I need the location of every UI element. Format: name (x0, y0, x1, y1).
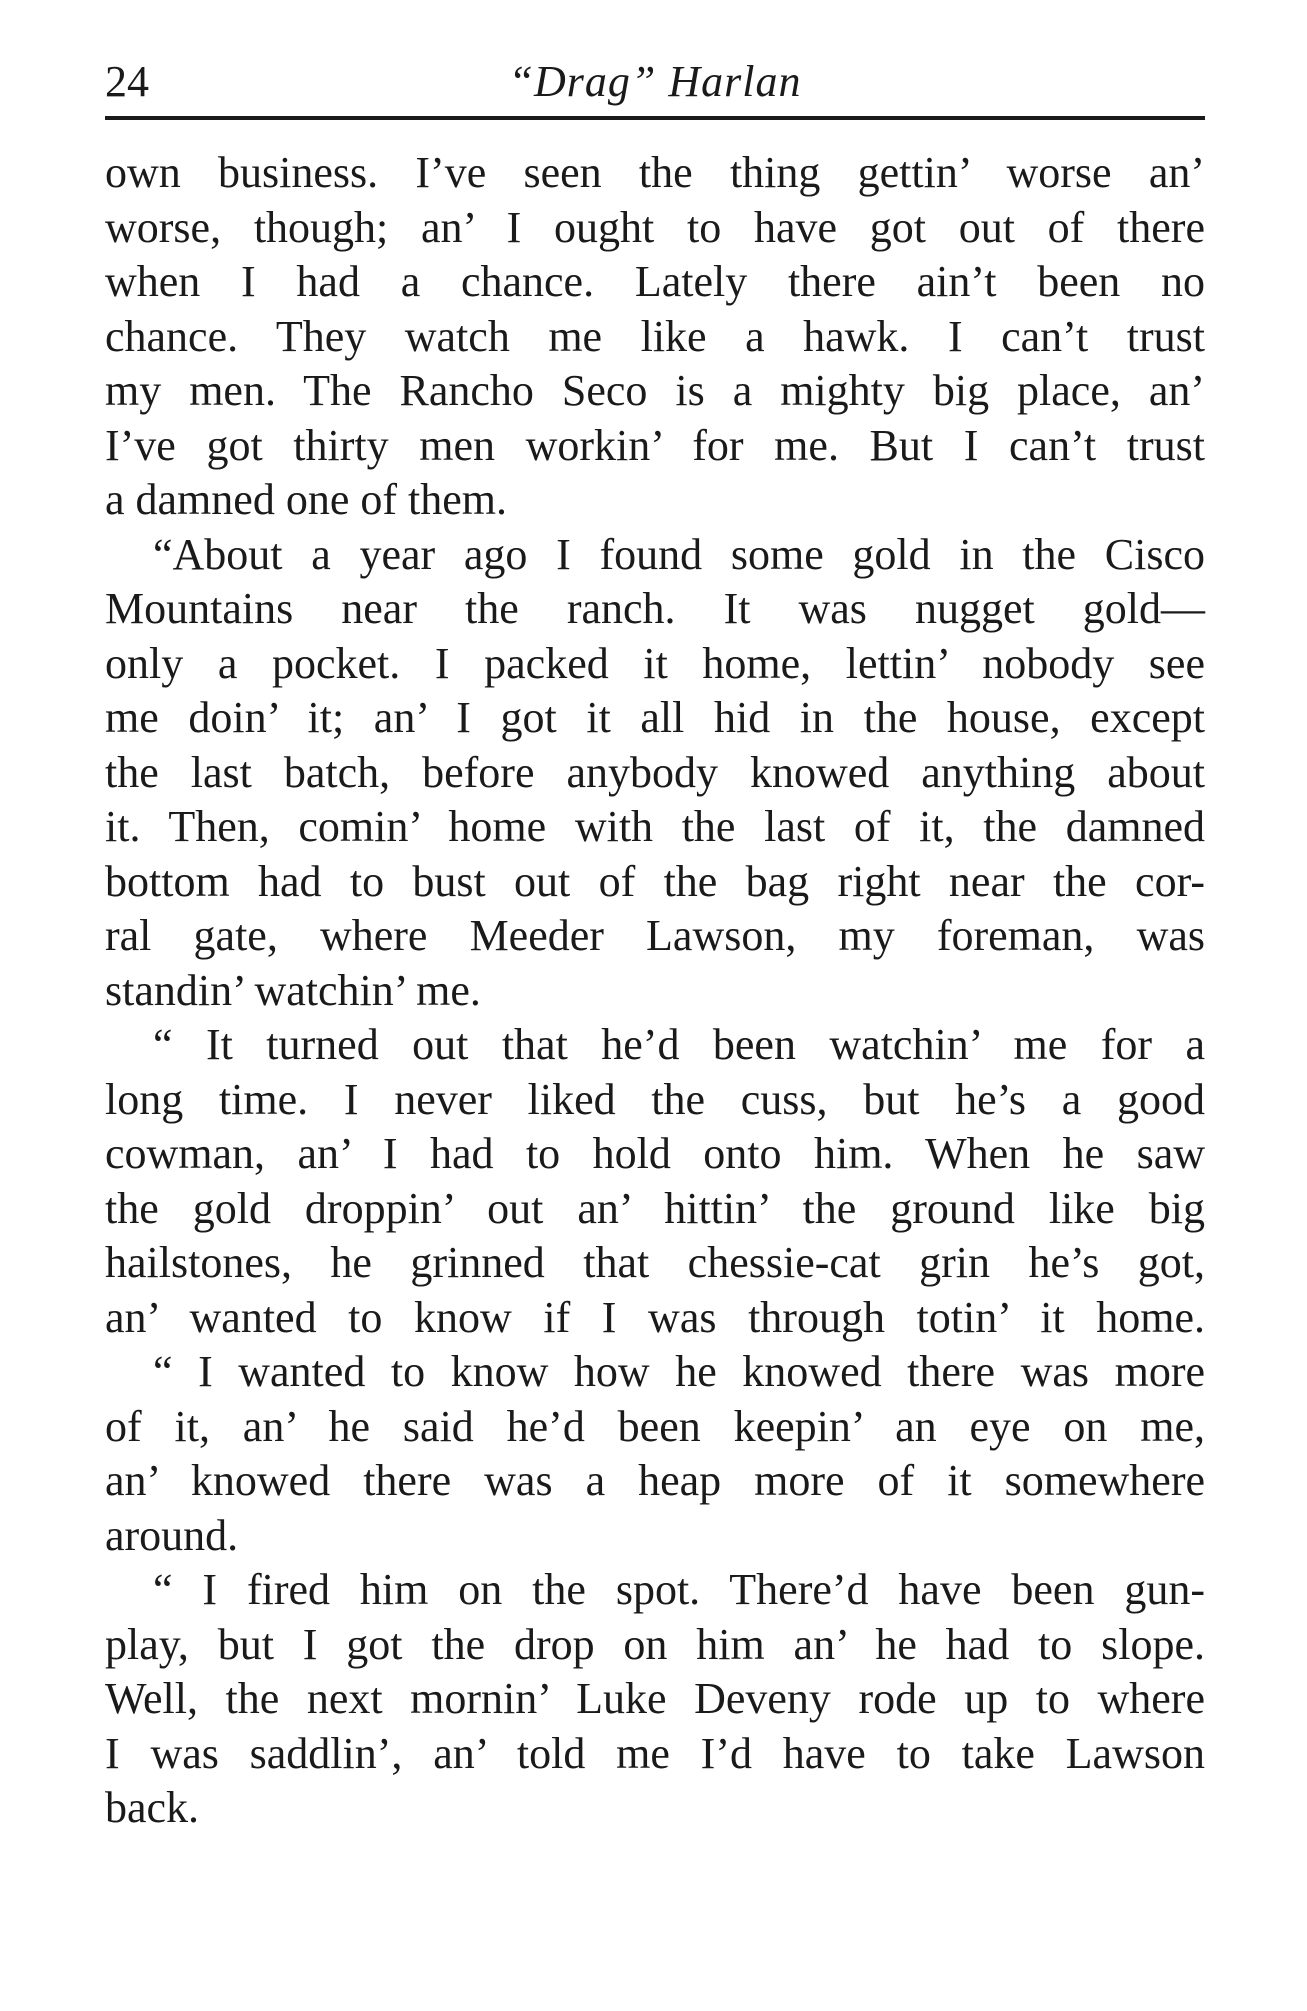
text-line: bottom had to bust out of the bag right near the cor- (105, 856, 1205, 906)
text-line: I’ve got thirty men workin’ for me. But I can’t trust (105, 420, 1205, 470)
text-line: Mountains near the ranch. It was nugget gold— (105, 584, 1205, 633)
text-line: I was saddlin’, an’ told me I’d have to take Lawson (105, 1728, 1205, 1778)
text-line: an’ wanted to know if I was through totin’ it home. (105, 1292, 1205, 1342)
text-line: hailstones, he grinned that chessie-cat grin he’s got, (105, 1238, 1205, 1287)
text-line: Well, the next mornin’ Luke Deveny rode up to where (105, 1674, 1205, 1723)
text-line: cowman, an’ I had to hold onto him. When he saw (105, 1129, 1205, 1178)
text-line: around. (105, 1510, 239, 1560)
text-line: long time. I never liked the cuss, but he’s a good (105, 1074, 1205, 1124)
text-line: chance. They watch me like a hawk. I can’t trust (105, 311, 1205, 361)
text-line: “ I wanted to know how he knowed there was more (153, 1347, 1205, 1396)
text-line: “ I fired him on the spot. There’d have been gun- (153, 1565, 1205, 1614)
text-line: back. (105, 1783, 200, 1832)
text-line: the gold droppin’ out an’ hittin’ the ground like big (105, 1183, 1205, 1233)
text-line: worse, though; an’ I ought to have got out of there (105, 202, 1205, 252)
text-line: my men. The Rancho Seco is a mighty big place, an’ (105, 366, 1205, 415)
page-number: 24 (105, 57, 149, 106)
text-line: standin’ watchin’ me. (105, 965, 481, 1015)
header-rule (105, 116, 1205, 120)
text-line: when I had a chance. Lately there ain’t been no (105, 257, 1205, 306)
text-line: it. Then, comin’ home with the last of it, the damned (105, 802, 1205, 851)
text-line: “ It turned out that he’d been watchin’ me for a (153, 1020, 1205, 1069)
text-line: ral gate, where Meeder Lawson, my foreman, was (105, 911, 1205, 960)
text-line: me doin’ it; an’ I got it all hid in the house, except (105, 693, 1205, 742)
text-line: “About a year ago I found some gold in the Cisco (153, 529, 1205, 579)
text-line: own business. I’ve seen the thing gettin’ worse an’ (105, 148, 1205, 197)
text-line: an’ knowed there was a heap more of it somewhere (105, 1456, 1205, 1505)
text-line: only a pocket. I packed it home, lettin’ nobody see (105, 638, 1205, 688)
running-head (105, 50, 1205, 114)
text-line: a damned one of them. (105, 475, 507, 524)
body-text (105, 146, 1205, 1836)
text-line: of it, an’ he said he’d been keepin’ an eye on me, (105, 1401, 1205, 1451)
text-line: play, but I got the drop on him an’ he had to slope. (105, 1619, 1205, 1669)
text-line: the last batch, before anybody knowed anything about (105, 747, 1205, 797)
book-page (105, 50, 1205, 1832)
running-title: “Drag” Harlan (508, 57, 802, 106)
